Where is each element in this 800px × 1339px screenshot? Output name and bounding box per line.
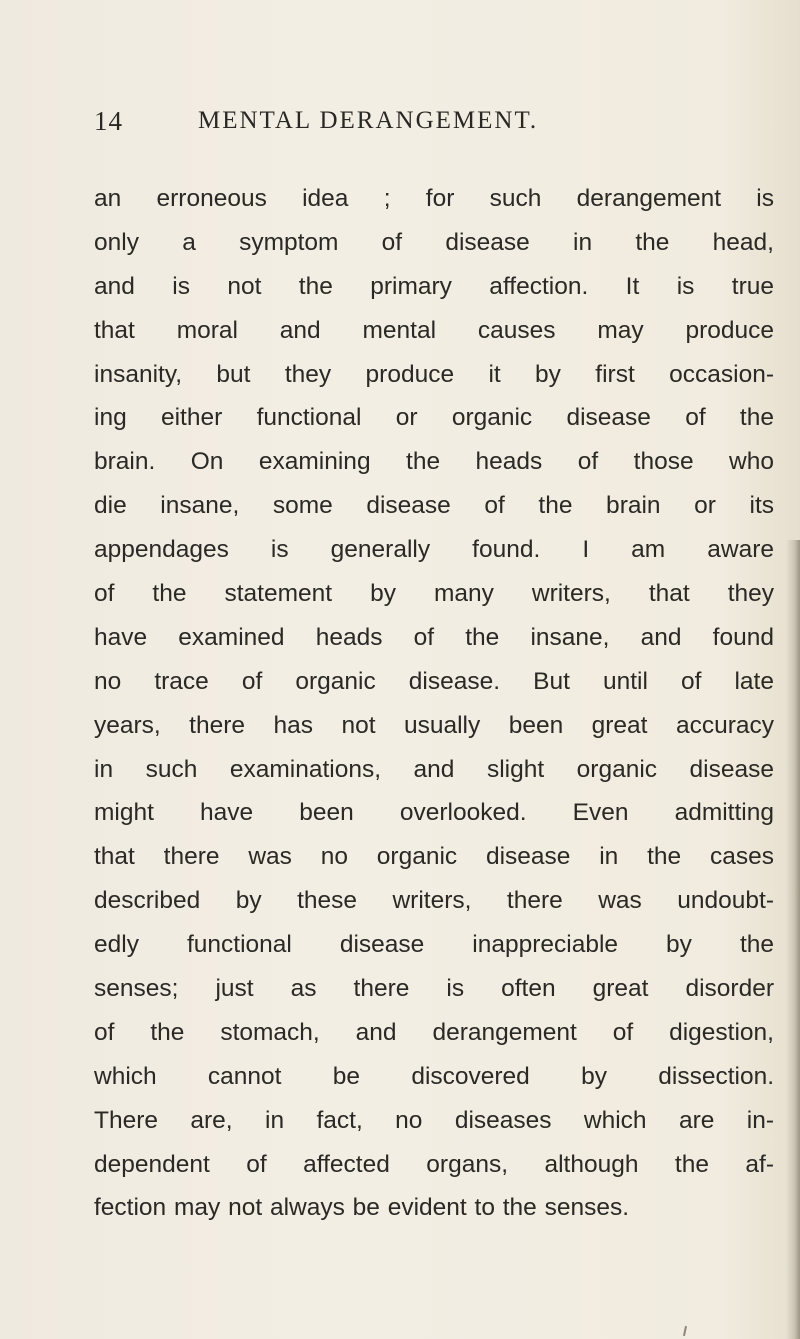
page-edge-shadow bbox=[786, 540, 800, 1339]
text-line: fection may not always be evident to the senses. bbox=[94, 1194, 630, 1222]
text-line: die insane, some disease of the brain or its bbox=[94, 492, 774, 520]
text-line: which cannot be discovered by dissection. bbox=[94, 1062, 774, 1090]
print-speck bbox=[683, 1326, 687, 1336]
text-line: have examined heads of the insane, and found bbox=[94, 623, 774, 651]
text-line: years, there has not usually been great accuracy bbox=[94, 711, 774, 739]
text-line: in such examinations, and slight organic disease bbox=[94, 755, 774, 783]
text-line: of the statement by many writers, that they bbox=[94, 580, 774, 608]
text-line: that moral and mental causes may produce bbox=[94, 316, 774, 344]
text-line: that there was no organic disease in the cases bbox=[94, 843, 774, 871]
text-line: described by these writers, there was undoubt- bbox=[94, 887, 774, 915]
text-line: an erroneous idea ; for such derangement is bbox=[94, 185, 774, 212]
text-line: insanity, but they produce it by first occasion- bbox=[94, 360, 774, 388]
text-line: appendages is generally found. I am aware bbox=[94, 536, 774, 564]
text-line: ing either functional or organic disease of the bbox=[94, 404, 774, 432]
text-line: dependent of affected organs, although the af- bbox=[94, 1150, 774, 1178]
text-line: of the stomach, and derangement of digestion, bbox=[94, 1018, 774, 1046]
text-line: only a symptom of disease in the head, bbox=[94, 228, 774, 256]
text-line: no trace of organic disease. But until of late bbox=[94, 667, 774, 695]
text-line: brain. On examining the heads of those who bbox=[94, 448, 774, 476]
text-line: There are, in fact, no diseases which are in- bbox=[94, 1106, 774, 1134]
text-line: senses; just as there is often great disorder bbox=[94, 975, 774, 1003]
text-line: might have been overlooked. Even admitting bbox=[94, 799, 774, 827]
body-paragraph bbox=[94, 177, 774, 1230]
running-title: MENTAL DERANGEMENT. bbox=[198, 107, 539, 134]
text-line: and is not the primary affection. It is true bbox=[94, 272, 774, 300]
running-head bbox=[94, 103, 734, 143]
page-number: 14 bbox=[94, 106, 123, 136]
text-line: edly functional disease inappreciable by the bbox=[94, 931, 774, 959]
